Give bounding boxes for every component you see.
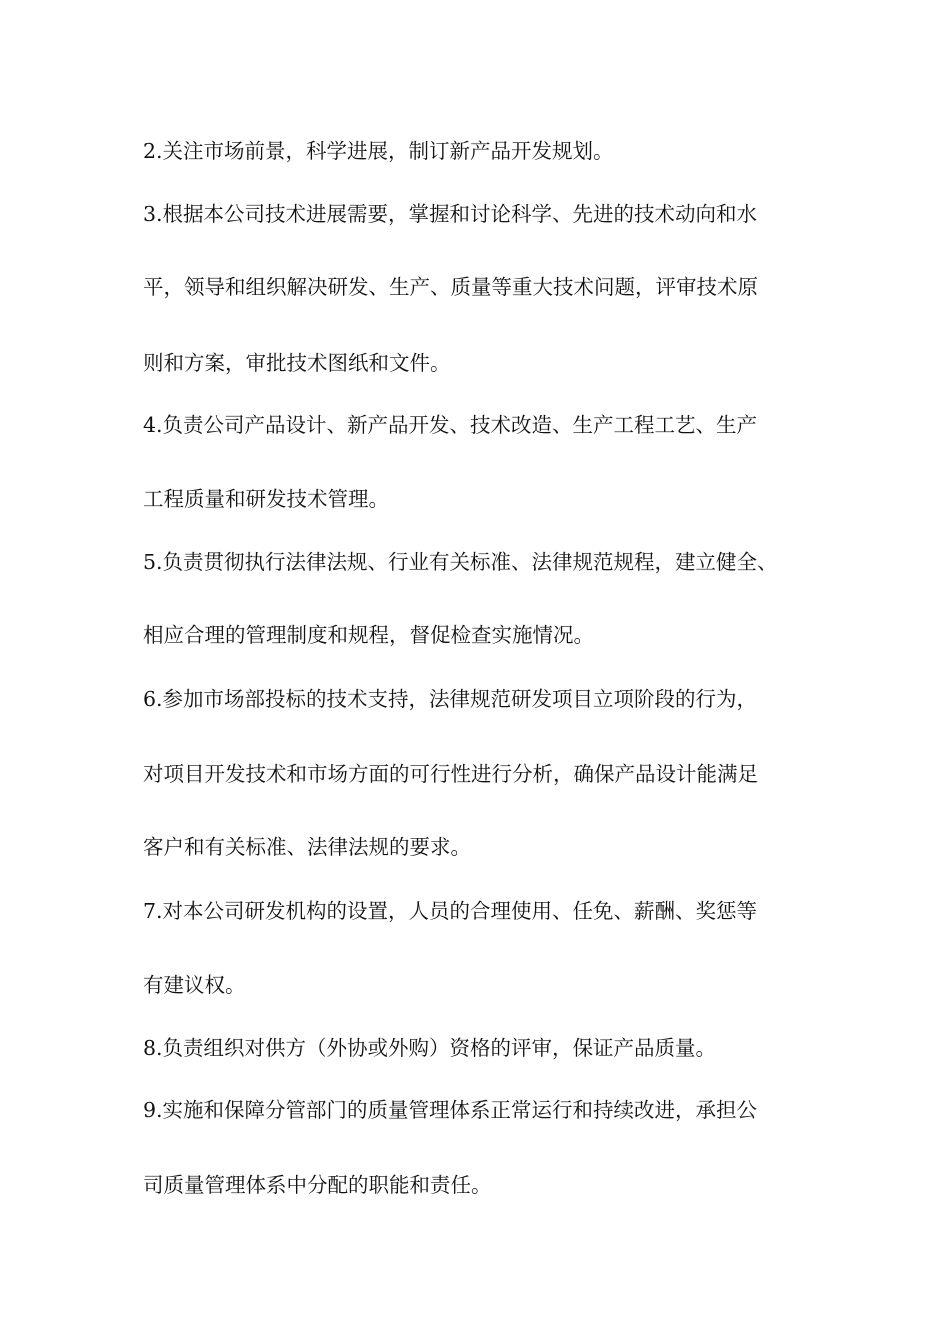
text-line: 相应合理的管理制度和规程，督促检查实施情况。	[143, 623, 594, 647]
text-line: 对项目开发技术和市场方面的可行性进行分析，确保产品设计能满足	[143, 762, 758, 786]
text-line: 则和方案，审批技术图纸和文件。	[143, 351, 451, 375]
text-line: 8.负责组织对供方（外协或外购）资格的评审，保证产品质量。	[143, 1036, 717, 1060]
text-line: 客户和有关标准、法律法规的要求。	[143, 835, 471, 859]
text-line: 平，领导和组织解决研发、生产、质量等重大技术问题，评审技术原	[143, 275, 758, 299]
text-line: 工程质量和研发技术管理。	[143, 487, 389, 511]
text-line: 6.参加市场部投标的技术支持，法律规范研发项目立项阶段的行为，	[143, 687, 758, 711]
text-line: 2.关注市场前景，科学进展，制订新产品开发规划。	[143, 139, 614, 163]
text-line: 4.负责公司产品设计、新产品开发、技术改造、生产工程工艺、生产	[143, 413, 758, 437]
text-line: 司质量管理体系中分配的职能和责任。	[143, 1173, 492, 1197]
text-line: 有建议权。	[143, 973, 246, 997]
text-line: 7.对本公司研发机构的设置，人员的合理使用、任免、薪酬、奖惩等	[143, 899, 758, 923]
text-line: 9.实施和保障分管部门的质量管理体系正常运行和持续改进，承担公	[143, 1098, 758, 1122]
text-line: 3.根据本公司技术进展需要，掌握和讨论科学、先进的技术动向和水	[143, 202, 758, 226]
text-line: 5.负责贯彻执行法律法规、行业有关标准、法律规范规程，建立健全、	[143, 550, 778, 574]
